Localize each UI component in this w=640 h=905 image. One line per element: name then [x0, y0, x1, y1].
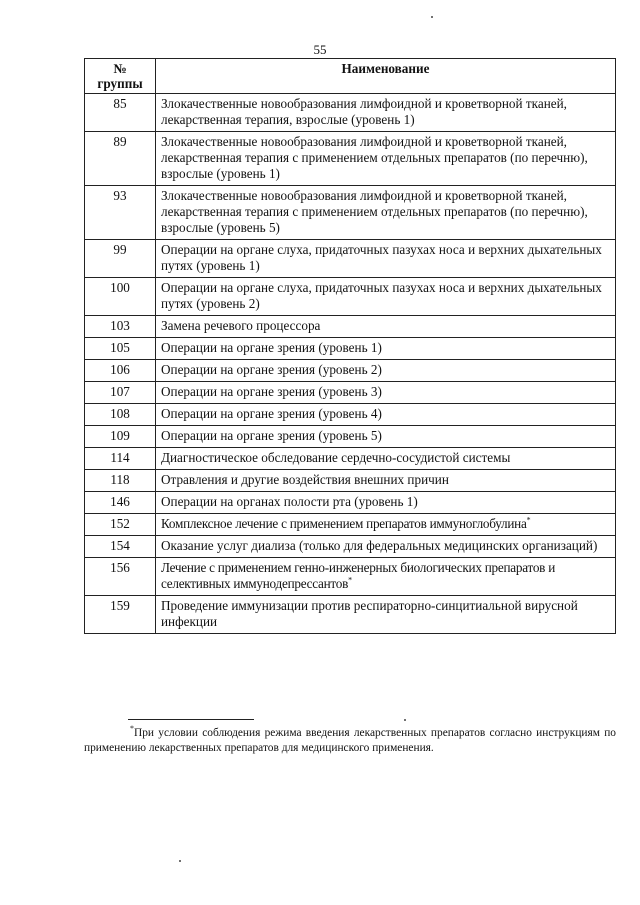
group-name: Злокачественные новообразования лимфоидной и кроветворной тканей, лекарственная терапия, взрослые (уровень 1)	[161, 96, 567, 127]
group-name-cell	[156, 316, 616, 338]
table-body	[85, 94, 616, 634]
group-name: Злокачественные новообразования лимфоидной и кроветворной тканей, лекарственная терапия с применением отдельных препаратов (по перечню), взрослые (уровень 1)	[161, 134, 588, 181]
group-name-cell	[156, 94, 616, 132]
scan-speck	[179, 860, 181, 862]
group-number: 146	[85, 492, 156, 514]
group-name: Проведение иммунизации против респираторно-синцитиальной вирусной инфекции	[161, 598, 578, 629]
table-row	[85, 360, 616, 382]
footnote-reference: *	[348, 575, 352, 585]
group-number: 107	[85, 382, 156, 404]
group-number: 152	[85, 514, 156, 536]
group-number: 109	[85, 426, 156, 448]
group-name: Замена речевого процессора	[161, 318, 321, 333]
header-group-word: группы	[97, 76, 143, 91]
group-name: Операции на органе зрения (уровень 3)	[161, 384, 382, 399]
group-name-cell	[156, 536, 616, 558]
group-name-cell	[156, 404, 616, 426]
footnote-reference: *	[526, 515, 531, 525]
table-row	[85, 426, 616, 448]
header-no-symbol: №	[113, 61, 127, 76]
group-name-cell	[156, 278, 616, 316]
scan-speck	[431, 16, 433, 18]
group-name: Операции на органе зрения (уровень 4)	[161, 406, 382, 421]
footnote	[84, 726, 616, 756]
group-name-cell	[156, 596, 616, 634]
table-row	[85, 132, 616, 186]
group-name: Операции на органе зрения (уровень 5)	[161, 428, 382, 443]
group-name: Операции на органе зрения (уровень 1)	[161, 340, 382, 355]
table-row	[85, 404, 616, 426]
group-name-cell	[156, 382, 616, 404]
group-number: 93	[85, 186, 156, 240]
group-name-cell	[156, 186, 616, 240]
table-header-row	[85, 59, 616, 94]
group-name-cell	[156, 492, 616, 514]
scan-speck	[404, 719, 406, 721]
group-number: 108	[85, 404, 156, 426]
group-number: 85	[85, 94, 156, 132]
group-name-cell	[156, 240, 616, 278]
groups-table	[84, 58, 616, 634]
group-name-cell	[156, 426, 616, 448]
footnote-separator	[128, 719, 254, 720]
table-row	[85, 514, 616, 536]
table-row	[85, 186, 616, 240]
group-name: Операции на органе зрения (уровень 2)	[161, 362, 382, 377]
table-row	[85, 338, 616, 360]
group-name: Операции на органе слуха, придаточных пазухах носа и верхних дыхательных путях (уровень 2)	[161, 280, 602, 311]
group-number: 154	[85, 536, 156, 558]
header-name: Наименование	[156, 59, 616, 94]
table-row	[85, 536, 616, 558]
group-number: 100	[85, 278, 156, 316]
group-number: 103	[85, 316, 156, 338]
group-name: Операции на органе слуха, придаточных пазухах носа и верхних дыхательных путях (уровень 1)	[161, 242, 602, 273]
table-row	[85, 558, 616, 596]
group-name-cell	[156, 338, 616, 360]
group-name: Комплексное лечение с применением препаратов иммуноглобулина	[161, 516, 527, 531]
group-number: 105	[85, 338, 156, 360]
group-name: Операции на органах полости рта (уровень 1)	[161, 494, 418, 509]
group-name-cell	[156, 360, 616, 382]
group-name: Диагностическое обследование сердечно-сосудистой системы	[161, 450, 511, 465]
footnote-text: При условии соблюдения режима введения лекарственных препаратов согласно инструкциям по применению лекарственных препаратов для медицинского применения.	[84, 727, 616, 754]
group-number: 156	[85, 558, 156, 596]
table-row	[85, 596, 616, 634]
footnote-mark: *	[130, 724, 134, 734]
group-number: 99	[85, 240, 156, 278]
table-row	[85, 470, 616, 492]
table-row	[85, 94, 616, 132]
group-name: Лечение с применением генно-инженерных биологических препаратов и селективных иммунодепрессантов	[161, 560, 555, 591]
group-number: 114	[85, 448, 156, 470]
group-number: 159	[85, 596, 156, 634]
page-number: 55	[313, 42, 327, 57]
table-row	[85, 492, 616, 514]
table-row	[85, 278, 616, 316]
group-name-cell	[156, 514, 616, 536]
table-row	[85, 382, 616, 404]
table-row	[85, 240, 616, 278]
group-number: 118	[85, 470, 156, 492]
group-name-cell	[156, 448, 616, 470]
group-name-cell	[156, 132, 616, 186]
group-number: 89	[85, 132, 156, 186]
table-row	[85, 448, 616, 470]
table-row	[85, 316, 616, 338]
group-name-cell	[156, 558, 616, 596]
group-name: Злокачественные новообразования лимфоидной и кроветворной тканей, лекарственная терапия с применением отдельных препаратов (по перечню), взрослые (уровень 5)	[161, 188, 588, 235]
group-name-cell	[156, 470, 616, 492]
group-name: Отравления и другие воздействия внешних причин	[161, 472, 449, 487]
group-name: Оказание услуг диализа (только для федеральных медицинских организаций)	[161, 538, 598, 553]
group-number: 106	[85, 360, 156, 382]
header-group-number	[85, 59, 156, 94]
